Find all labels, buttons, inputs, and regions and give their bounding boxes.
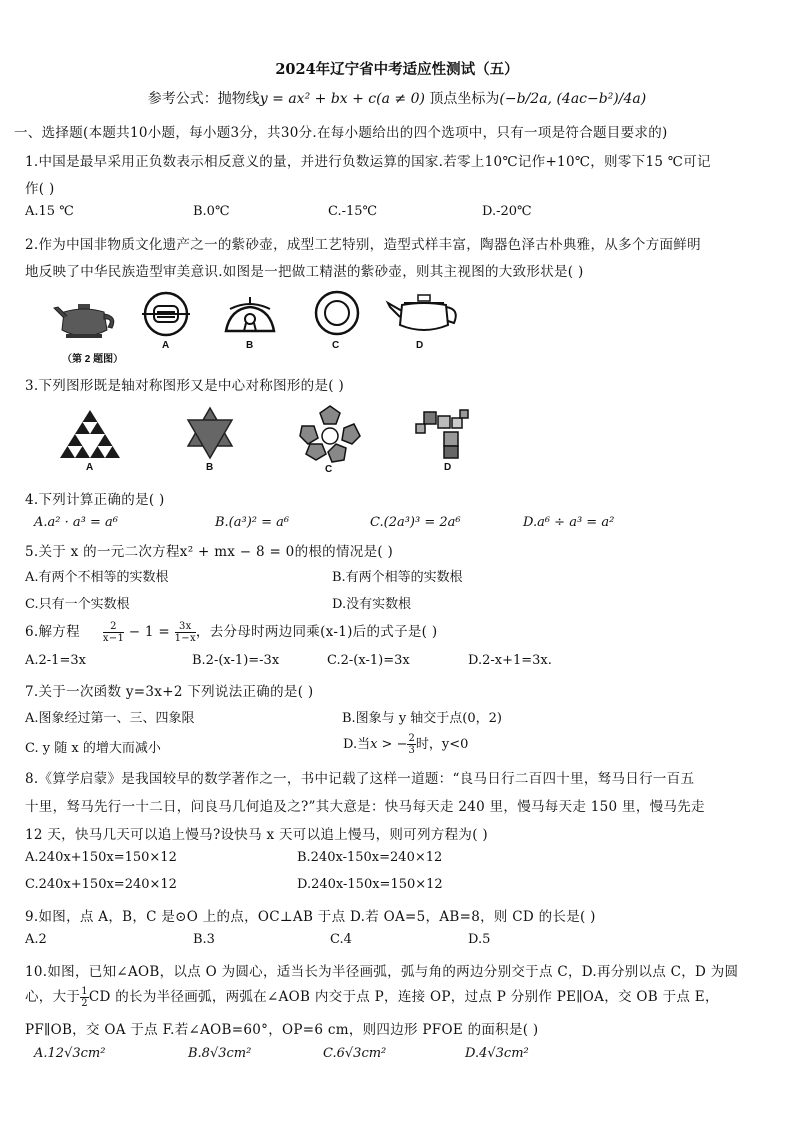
q4-option-c[interactable]: C.(2a³)³ = 2a⁶ [370,515,461,530]
q2-label-b: B [246,340,254,351]
q3-label-c: C [325,464,333,475]
q4-text-line1: 4.下列计算正确的是( ) [25,492,165,508]
q3-option-c-figure[interactable] [298,404,362,464]
q2-text-line1: 2.作为中国非物质文化遗产之一的紫砂壶，成型工艺特别，造型式样丰富，陶器色泽古朴典雅，从多个方面鲜明 [25,237,701,253]
q3-label-b: B [206,462,214,473]
q6-suffix: ，去分母时两边同乘(x-1)后的式子是( ) [195,624,438,640]
q6-fraction-rhs: $\frac{3x}{1-x}$ [174,621,196,644]
q6-prefix: 6.解方程 [25,624,80,640]
q8-text-line3: 12 天，快马几天可以追上慢马?设快马 x 天可以追上慢马，则可列方程为( ) [25,827,488,843]
q2-figure-caption: （第 2 题图） [62,354,124,365]
q4-option-b[interactable]: B.(a³)² = a⁶ [215,515,290,530]
q1-option-a[interactable]: A.15 ℃ [25,204,74,219]
q8-option-d[interactable]: D.240x-150x=150×12 [297,877,443,892]
q2-label-a: A [162,340,170,351]
formula-prefix: 参考公式：抛物线 [147,91,260,107]
q3-label-d: D [444,462,452,473]
q6-option-a[interactable]: A.2-1=3x [25,653,86,668]
q3-option-a-figure[interactable] [58,408,122,460]
q10-text-line1: 10.如图，已知∠AOB，以点 O 为圆心，适当长为半径画弧，弧与角的两边分别交于点 C，D.再分别以点 C，D 为圆 [25,964,739,980]
q3-text-line1: 3.下列图形既是轴对称图形又是中心对称图形的是( ) [25,378,345,394]
q6-fraction-lhs: $\frac{2}{x-1}$ [102,621,125,644]
q7-option-b[interactable]: B.图象与 y 轴交于点(0，2) [342,711,502,726]
q5-option-d[interactable]: D.没有实数根 [332,597,412,612]
q10-text-line3: PF∥OB，交 OA 于点 F.若∠AOB=60°，OP=6 cm，则四边形 PFOE 的面积是( ) [25,1022,539,1038]
formula-expr: y = ax² + bx + c(a ≠ 0) [259,91,425,107]
q5-option-b[interactable]: B.有两个相等的实数根 [332,570,463,585]
q10-text-line2: 心，大于 $\frac{1}{2}$ CD 的长为半径画弧，两弧在∠AOB 内交于点 P，连接 OP，过点 P 分别作 PE∥OA，交 OB 于点 E， [25,986,719,1009]
q2-label-c: C [332,340,340,351]
q2-label-d: D [416,340,424,351]
q10-option-d[interactable]: D.4√3cm² [465,1046,529,1061]
q7-option-d[interactable]: D.当x > − $\frac{2}{3}$ 时，y<0 [343,733,469,756]
q3-label-a: A [86,462,94,473]
q8-option-b[interactable]: B.240x-150x=240×12 [297,850,443,865]
q6-text-line1 [25,620,437,644]
q7-option-c[interactable]: C. y 随 x 的增大而减小 [25,741,161,756]
q3-option-b-figure[interactable] [184,406,236,460]
q4-option-d[interactable]: D.a⁶ ÷ a³ = a² [523,515,615,530]
q3-option-d-figure[interactable] [410,406,474,462]
q7-option-a[interactable]: A.图象经过第一、三、四象限 [25,711,195,726]
q9-text-line1: 9.如图，点 A，B，C 是⊙O 上的点，OC⊥AB 于点 D.若 OA=5，AB=8，则 CD 的长是( ) [25,909,596,925]
formula-vertex-expr: (−b/2a, (4ac−b²)/4a) [499,91,647,107]
q2-option-a-figure[interactable] [138,290,194,340]
q2-option-b-figure[interactable] [220,295,280,337]
page-title: 2024年辽宁省中考适应性测试（五） [275,61,519,78]
section-heading: 一、选择题(本题共10小题，每小题3分，共30分.在每小题给出的四个选项中，只有一项是符合题目要求的) [14,125,668,141]
q6-eq-mid: − 1 = [124,624,175,640]
q9-option-d[interactable]: D.5 [468,932,491,947]
q5-option-a[interactable]: A.有两个不相等的实数根 [25,570,169,585]
q2-option-d-figure[interactable] [384,293,464,338]
q9-option-b[interactable]: B.3 [193,932,215,947]
reference-formula [0,88,794,108]
q1-option-c[interactable]: C.-15℃ [328,204,378,219]
q8-option-c[interactable]: C.240x+150x=240×12 [25,877,177,892]
q5-option-c[interactable]: C.只有一个实数根 [25,597,130,612]
q9-option-a[interactable]: A.2 [25,932,47,947]
formula-vertex-text: 顶点坐标为 [424,91,500,107]
q9-option-c[interactable]: C.4 [330,932,352,947]
q5-text-line1: 5.关于 x 的一元二次方程x² + mx − 8 = 0的根的情况是( ) [25,544,394,560]
q8-text-line1: 8.《算学启蒙》是我国较早的数学著作之一，书中记载了这样一道题：“良马日行二百四十里，驽马日行一百五 [25,771,695,787]
q2-option-c-figure[interactable] [313,289,361,337]
teapot-photo-figure [52,298,122,348]
q10-option-c[interactable]: C.6√3cm² [323,1046,387,1061]
q4-option-a[interactable]: A.a² · a³ = a⁶ [34,515,118,530]
q10-option-b[interactable]: B.8√3cm² [188,1046,252,1061]
q1-text-line1: 1.中国是最早采用正负数表示相反意义的量，并进行负数运算的国家.若零上10℃记作+10℃，则零下15 ℃可记 [25,154,711,170]
q7-text-line1: 7.关于一次函数 y=3x+2 下列说法正确的是( ) [25,684,314,700]
q8-option-a[interactable]: A.240x+150x=150×12 [25,850,177,865]
q1-text-line2: 作( ) [25,181,55,197]
q1-option-d[interactable]: D.-20℃ [482,204,532,219]
q6-option-c[interactable]: C.2-(x-1)=3x [327,653,410,668]
q1-option-b[interactable]: B.0℃ [193,204,230,219]
q6-option-d[interactable]: D.2-x+1=3x. [468,653,552,668]
q2-text-line2: 地反映了中华民族造型审美意识.如图是一把做工精湛的紫砂壶，则其主视图的大致形状是( ) [25,264,584,280]
q6-option-b[interactable]: B.2-(x-1)=-3x [192,653,280,668]
q10-option-a[interactable]: A.12√3cm² [34,1046,106,1061]
q8-text-line2: 十里，驽马先行一十二日，问良马几何追及之?”其大意是：快马每天走 240 里，慢马每天走 150 里，慢马先走 [25,799,705,815]
